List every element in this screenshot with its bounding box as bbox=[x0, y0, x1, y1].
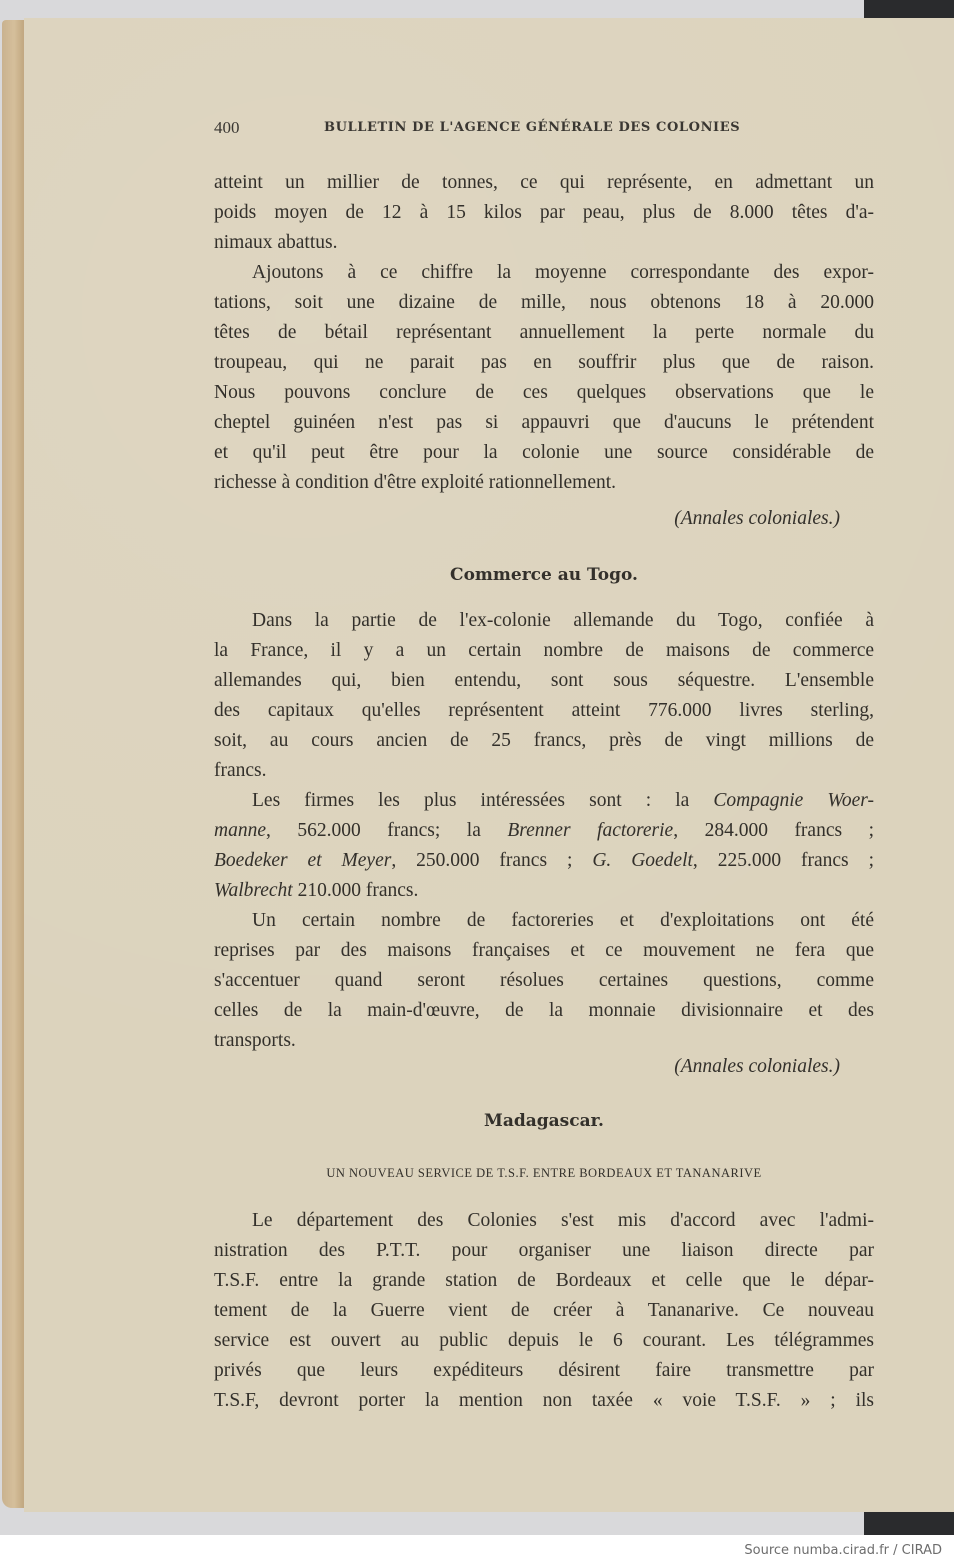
paragraph-firms bbox=[214, 786, 874, 906]
source-citation: (Annales coloniales.) bbox=[674, 1056, 840, 1077]
text-line: transports. bbox=[214, 1030, 296, 1051]
text-run: 210.000 francs. bbox=[292, 880, 419, 901]
firm-name: Boedeker et Meyer bbox=[214, 850, 392, 871]
section-cheptel bbox=[214, 168, 874, 534]
text-line: la France, il y a un certain nombre de maisons de commerce bbox=[214, 640, 874, 661]
text-line: T.S.F. entre la grande station de Bordeaux et celle que le dépar- bbox=[214, 1270, 874, 1291]
text-line: service est ouvert au public depuis le 6 courant. Les télégrammes bbox=[214, 1330, 874, 1351]
text-line: celles de la main-d'œuvre, de la monnaie divisionnaire et des bbox=[214, 1000, 874, 1021]
text-line bbox=[214, 846, 874, 876]
text-line: reprises par des maisons françaises et ce mouvement ne fera que bbox=[214, 940, 874, 961]
firm-name: Compagnie Woer- bbox=[713, 790, 874, 811]
firm-name: manne bbox=[214, 820, 266, 841]
paragraph bbox=[214, 606, 874, 786]
firm-name: Brenner factorerie bbox=[507, 820, 674, 841]
text-line: cheptel guinéen n'est pas si appauvri que d'aucuns le prétendent bbox=[214, 412, 874, 433]
text-run: , 562.000 francs; la bbox=[266, 820, 508, 841]
text-line: atteint un millier de tonnes, ce qui représente, en admettant un bbox=[214, 172, 874, 193]
source-credit: Source numba.cirad.fr / CIRAD bbox=[744, 1543, 942, 1558]
text-run: , 284.000 francs ; bbox=[673, 820, 874, 841]
text-line: Le département des Colonies s'est mis d'accord avec l'admi- bbox=[252, 1210, 874, 1231]
section-heading: Madagascar. bbox=[484, 1111, 604, 1131]
firm-name: Walbrecht bbox=[214, 880, 293, 901]
paragraph bbox=[214, 1206, 874, 1416]
paragraph bbox=[214, 258, 874, 498]
text-line: Dans la partie de l'ex-colonie allemande du Togo, confiée à bbox=[252, 610, 874, 631]
text-line: allemandes qui, bien entendu, sont sous séquestre. L'ensemble bbox=[214, 670, 874, 691]
text-line: et qu'il peut être pour la colonie une source considérable de bbox=[214, 442, 874, 463]
text-line: poids moyen de 12 à 15 kilos par peau, plus de 8.000 têtes d'a- bbox=[214, 202, 874, 223]
text-line: soit, au cours ancien de 25 francs, près de vingt millions de bbox=[214, 730, 874, 751]
text-line: troupeau, qui ne parait pas en souffrir plus que de raison. bbox=[214, 352, 874, 373]
text-line: nimaux abattus. bbox=[214, 232, 338, 253]
section-togo bbox=[214, 560, 874, 1082]
text-line bbox=[214, 876, 874, 906]
section-subheading: UN NOUVEAU SERVICE DE T.S.F. ENTRE BORDEAUX ET TANANARIVE bbox=[326, 1166, 762, 1180]
text-line: nistration des P.T.T. pour organiser une liaison directe par bbox=[214, 1240, 874, 1261]
text-line: Ajoutons à ce chiffre la moyenne correspondante des expor- bbox=[252, 262, 874, 283]
text-line: privés que leurs expéditeurs désirent faire transmettre par bbox=[214, 1360, 874, 1381]
text-line bbox=[214, 786, 874, 816]
firm-name: G. Goedelt bbox=[592, 850, 693, 871]
source-citation: (Annales coloniales.) bbox=[674, 508, 840, 529]
paragraph bbox=[214, 906, 874, 1056]
text-line: têtes de bétail représentant annuellement la perte normale du bbox=[214, 322, 874, 343]
text-line bbox=[214, 816, 874, 846]
text-line: T.S.F, devront porter la mention non taxée « voie T.S.F. » ; ils bbox=[214, 1390, 874, 1411]
running-head bbox=[214, 118, 874, 142]
paragraph bbox=[214, 168, 874, 258]
running-head-title: BULLETIN DE L'AGENCE GÉNÉRALE DES COLONIES bbox=[324, 120, 741, 135]
text-line: tations, soit une dizaine de mille, nous obtenons 18 à 20.000 bbox=[214, 292, 874, 313]
text-run: , 250.000 francs ; bbox=[391, 850, 593, 871]
section-heading: Commerce au Togo. bbox=[450, 565, 638, 585]
text-line: richesse à condition d'être exploité rationnellement. bbox=[214, 472, 617, 493]
text-line: tement de la Guerre vient de créer à Tananarive. Ce nouveau bbox=[214, 1300, 874, 1321]
text-line: des capitaux qu'elles représentent atteint 776.000 livres sterling, bbox=[214, 700, 874, 721]
section-madagascar bbox=[214, 1106, 874, 1416]
text-run: Les firmes les plus intéressées sont : la bbox=[252, 790, 714, 811]
text-line: francs. bbox=[214, 760, 267, 781]
page-number: 400 bbox=[214, 118, 240, 137]
text-line: Un certain nombre de factoreries et d'exploitations ont été bbox=[252, 910, 874, 931]
text-line: s'accentuer quand seront résolues certaines questions, comme bbox=[214, 970, 874, 991]
text-line: Nous pouvons conclure de ces quelques observations que le bbox=[214, 382, 874, 403]
text-run: , 225.000 francs ; bbox=[692, 850, 874, 871]
